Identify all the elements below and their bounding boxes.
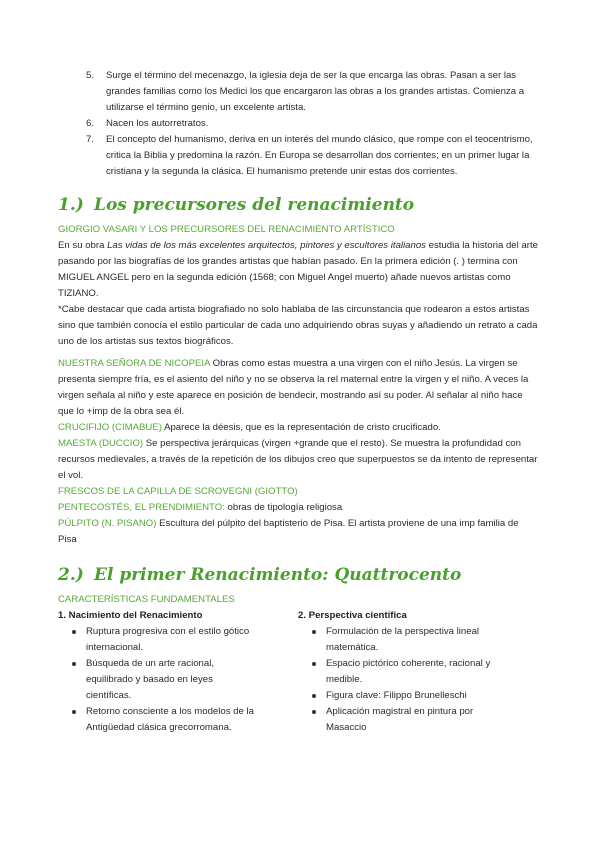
list-item <box>298 656 538 688</box>
section-title: Los precursores del renacimiento <box>94 195 415 215</box>
column-title: 1. Nacimiento del Renacimiento <box>58 610 203 621</box>
subsection-title: GIORGIO VASARI Y LOS PRECURSORES DEL RENACIMIENTO ARTÍSTICO <box>58 224 395 235</box>
paragraph-text: En su obra <box>58 240 108 251</box>
list-item <box>298 624 538 656</box>
artwork-label: PÚLPITO (N. PISANO) <box>58 518 157 529</box>
list-item <box>298 688 538 704</box>
list-text: Búsqueda de un arte racional, equilibrado y basado en leyes científicas. <box>86 658 215 701</box>
vasari-paragraph <box>58 238 538 302</box>
list-text: Figura clave: Filippo Brunelleschi <box>326 690 467 701</box>
list-text: Formulación de la perspectiva lineal matemática. <box>326 626 480 653</box>
list-text: Retorno consciente a los modelos de la Antigüedad clásica grecorromana. <box>86 706 254 733</box>
artwork-label: NUESTRA SEÑORA DE NICOPEIA <box>58 358 210 369</box>
section-heading-1 <box>58 194 538 216</box>
list-item <box>58 116 538 132</box>
artwork-text: Escultura del púlpito del baptisterio de Pisa. El artista proviene de una imp familia de Pisa <box>58 518 519 545</box>
section-number: 2.) <box>58 565 84 585</box>
artwork-label: CRUCIFIJO (CIMABUE) <box>58 422 162 433</box>
artwork-entry <box>58 436 538 484</box>
artwork-entry <box>58 484 538 500</box>
artwork-label: FRESCOS DE LA CAPILLA DE SCROVEGNI (GIOTTO) <box>58 486 298 497</box>
artwork-text: Aparece la déesis, que es la representación de cristo crucificado. <box>161 422 441 433</box>
column-title: 2. Perspectiva científica <box>298 610 407 621</box>
section-title: El primer Renacimiento: Quattrocento <box>94 565 462 585</box>
artwork-entry <box>58 500 538 516</box>
list-text: El concepto del humanismo, deriva en un interés del mundo clásico, que rompe con el teocentrismo, critica la Biblia y predomina la razón. En Europa se desarrollan dos corrientes; en un primer lugar la cristiana y la segunda la clásica. El humanismo pretende unir estas dos corrientes. <box>106 134 533 177</box>
section-heading-2 <box>58 564 538 586</box>
column-left <box>58 608 298 736</box>
bullet-icon <box>312 662 316 666</box>
list-number: 5. <box>86 70 95 81</box>
artwork-entry <box>58 356 538 420</box>
list-text: Aplicación magistral en pintura por Masaccio <box>326 706 474 733</box>
artwork-text: Obras como estas muestra a una virgen con el niño Jesús. La virgen se presenta siempre fría, es el asiento del niño y no se observa la rel maternal entre la virgen y el niño. A veces la virgen señala al niño y este aparece en posición de bendecir, mostrando así su poder. Al señalar al niño hace que lo +imp de la obra sea él. <box>58 358 529 417</box>
bullet-list <box>58 624 298 736</box>
list-item <box>58 132 538 180</box>
artwork-entry <box>58 420 538 436</box>
paragraph-text: estudia la historia del arte pasando por las biografías de los grandes artistas que habían pasado. En la primera edición (. ) termina con MIGUEL ANGEL pero en la segunda edición (1568; con Miguel Angel muerto) añade nuevos artistas como TIZIANO. <box>58 240 538 299</box>
bullet-icon <box>312 710 316 714</box>
note-paragraph: *Cabe destacar que cada artista biografiado no solo hablaba de las circunstancia que rodearon a estos artistas sino que también conocía el estilo particular de cada uno adquiriendo obras suyas y añadiendo un retrato a cada uno de los artistas sus textos biográficos. <box>58 304 538 347</box>
artwork-text: obras de tipología religiosa <box>224 502 343 513</box>
intro-numbered-list <box>58 68 538 180</box>
artwork-label: MAESTA (DUCCIO) <box>58 438 144 449</box>
bullet-icon <box>72 630 76 634</box>
list-text: Surge el término del mecenazgo, la iglesia deja de ser la que encarga las obras. Pasan a ser las grandes familias como los Medici los que encargaron las obras a los grandes artistas. Comienza a utilizarse el término genio, un excelente artista. <box>106 70 525 113</box>
list-text: Nacen los autorretratos. <box>106 118 209 129</box>
artwork-entry <box>58 516 538 548</box>
list-number: 7. <box>86 134 95 145</box>
bullet-icon <box>312 694 316 698</box>
bullet-icon <box>72 710 76 714</box>
artwork-text: Se perspectiva jerárquicas (virgen +grande que el resto). Se muestra la profundidad con recursos medievales, a través de la repetición de los dibujos creo que superpuestos se da intento de representar el vol. <box>58 438 538 481</box>
list-text: Ruptura progresiva con el estilo gótico internacional. <box>86 626 250 653</box>
section-number: 1.) <box>58 195 84 215</box>
subsection-title: CARACTERÍSTICAS FUNDAMENTALES <box>58 594 235 605</box>
column-right <box>298 608 538 736</box>
list-number: 6. <box>86 118 95 129</box>
list-item <box>58 624 298 656</box>
bullet-icon <box>312 630 316 634</box>
book-title: Las vidas de los más excelentes arquitectos, pintores y escultores italianos <box>107 240 426 251</box>
bullet-list <box>298 624 538 736</box>
document-page <box>58 68 538 736</box>
list-item <box>58 656 298 704</box>
list-item <box>298 704 538 736</box>
artwork-label: PENTECOSTÉS, EL PRENDIMIENTO: <box>58 502 225 513</box>
list-item <box>58 68 538 116</box>
list-item <box>58 704 298 736</box>
bullet-icon <box>72 662 76 666</box>
list-text: Espacio pictórico coherente, racional y medible. <box>326 658 491 685</box>
two-column-block <box>58 608 538 736</box>
